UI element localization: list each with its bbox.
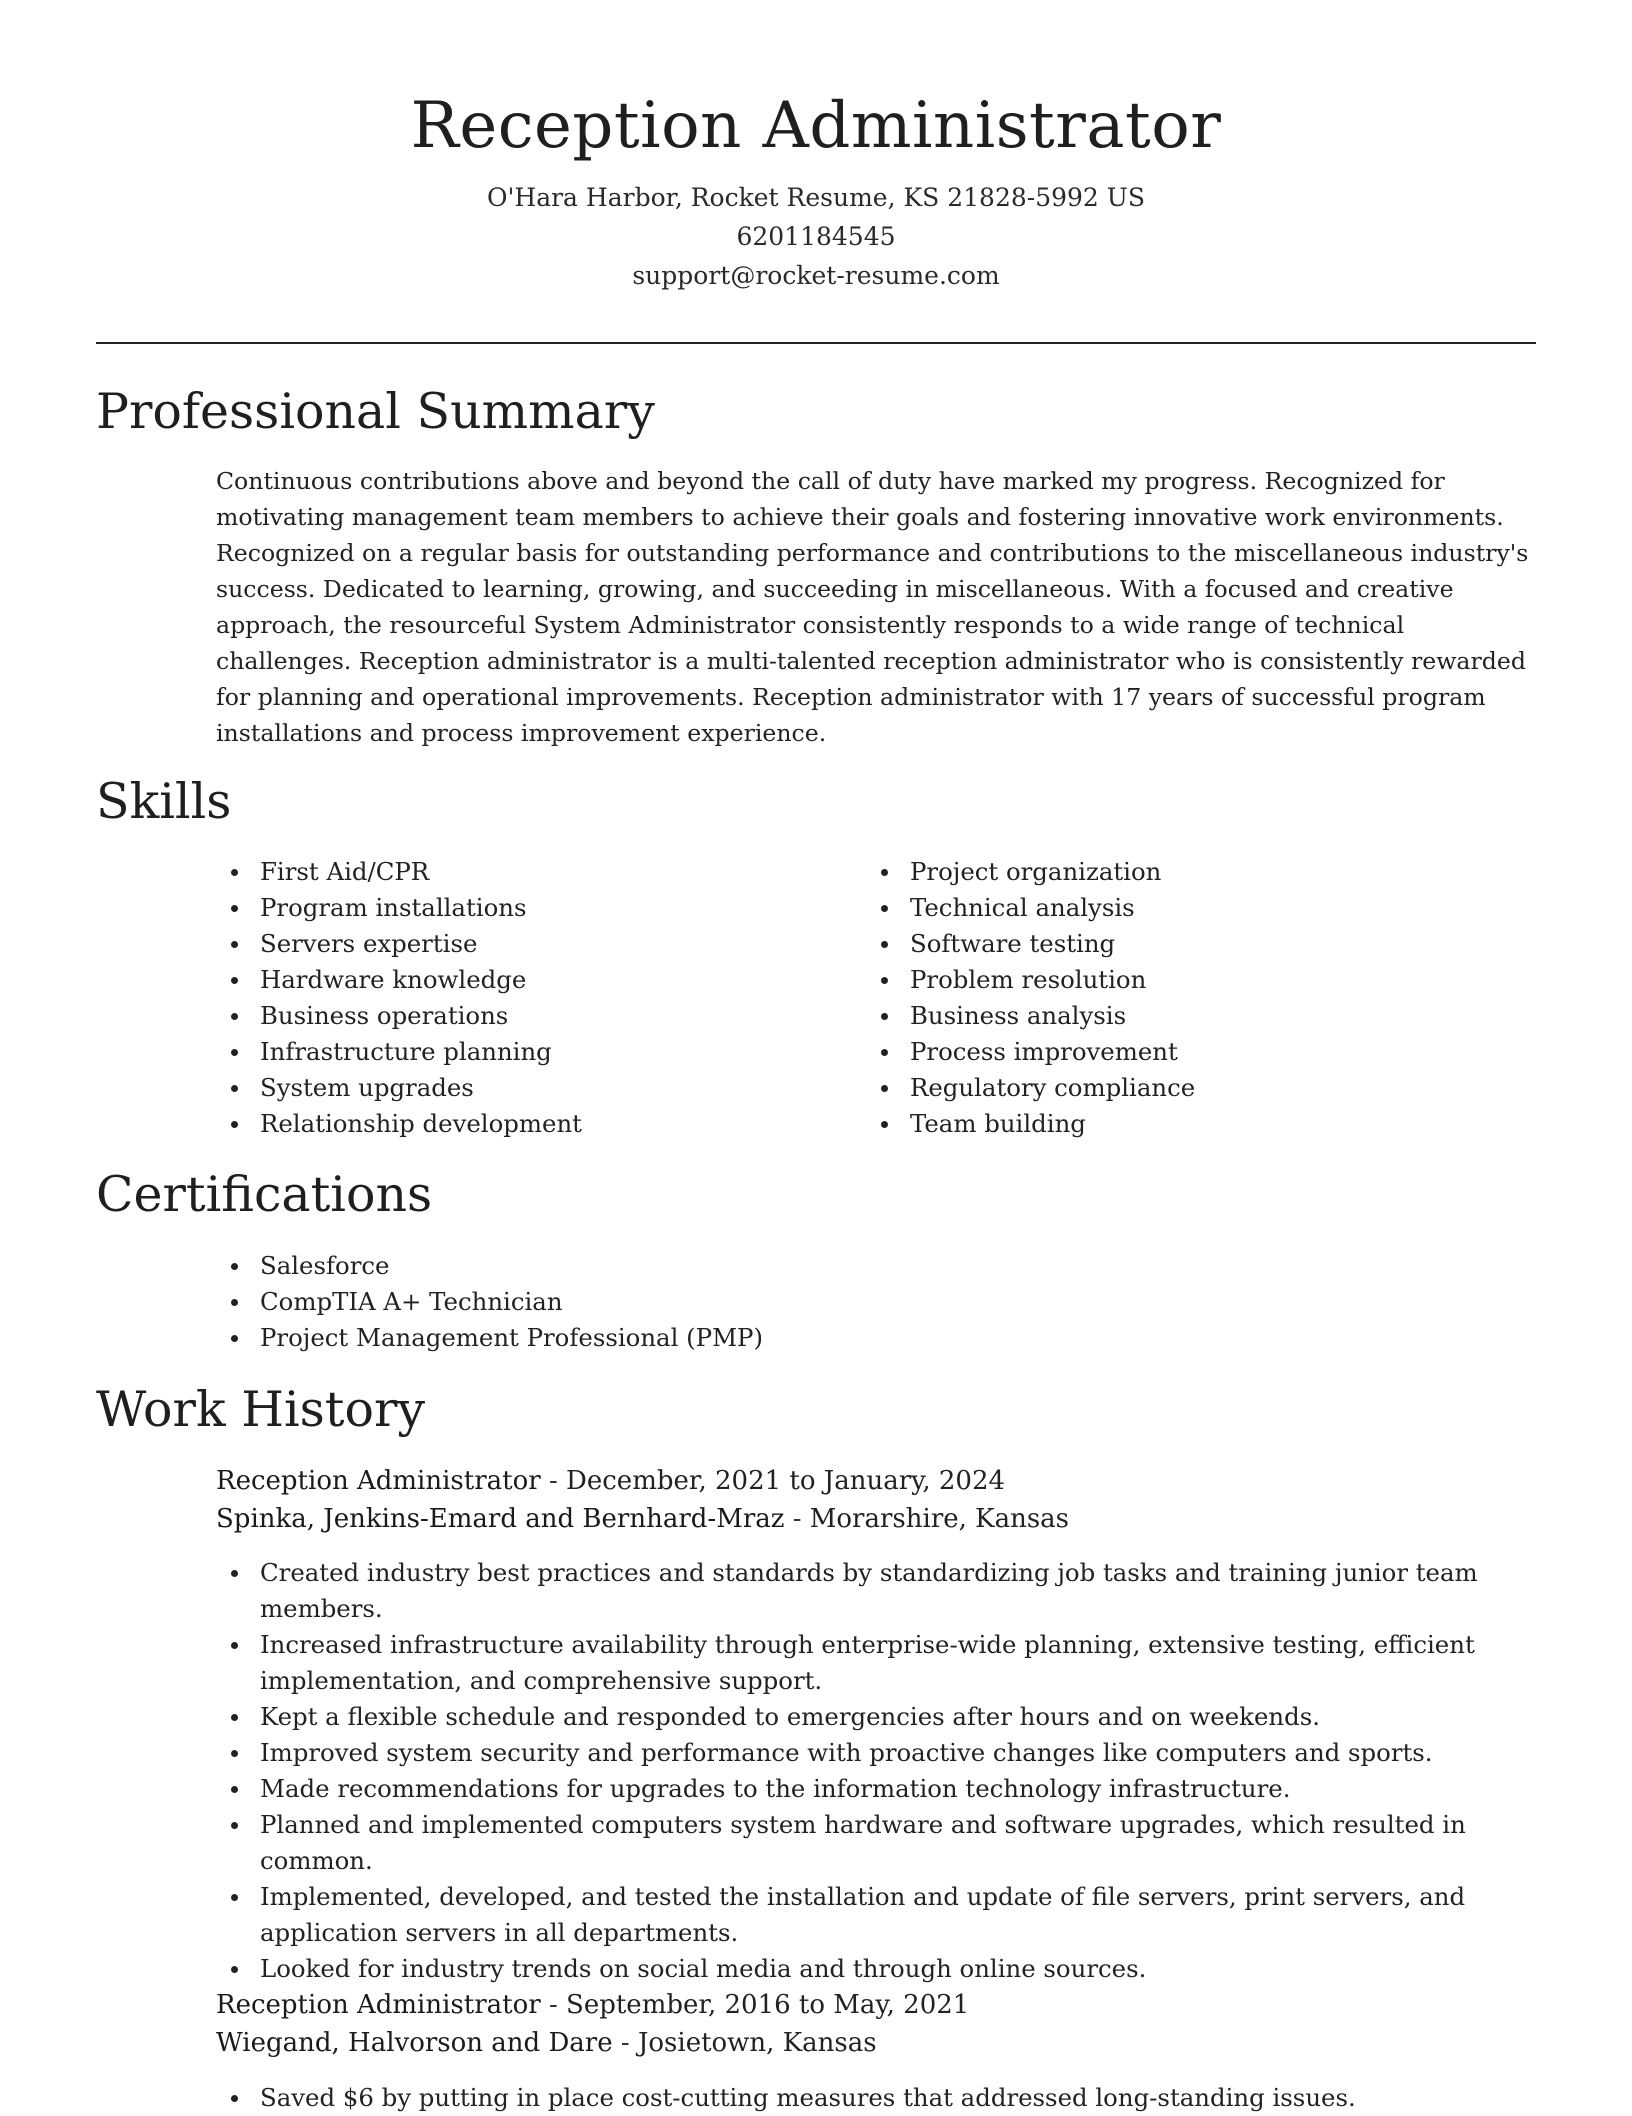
list-item: Improved system security and performance with proactive changes like computers and sports. (216, 1735, 1536, 1771)
list-item: First Aid/CPR (216, 854, 816, 890)
summary-text: Continuous contributions above and beyond the call of duty have marked my progress. Recognized for motivating management team members to achieve their goals and fostering innovative work environments. Recognized on a regular basis for outstanding performance and contributions to the miscellaneous industry's success. Dedicated to learning, growing, and succeeding in miscellaneous. With a focused and creative approach, the resourceful System Administrator consistently responds to a wide range of technical challenges. Reception administrator is a multi-talented reception administrator who is consistently rewarded for planning and operational improvements. Reception administrator with 17 years of successful program installations and process improvement experience. (216, 467, 1529, 747)
list-item: Kept a flexible schedule and responded to emergencies after hours and on weekends. (216, 1699, 1536, 1735)
list-item: Business operations (216, 998, 816, 1034)
job-location: Morarshire, Kansas (809, 1504, 1070, 1534)
candidate-name: Reception Administrator (410, 89, 1222, 163)
list-item: Increased infrastructure availability through enterprise-wide planning, extensive testing, efficient implementation, and comprehensive support. (216, 1627, 1536, 1699)
certifications-block (216, 1248, 1536, 1356)
certifications-list (216, 1248, 1536, 1356)
skills-right-column (866, 854, 1466, 1142)
job-separator: - (784, 1504, 810, 1534)
list-item: Infrastructure planning (216, 1034, 816, 1070)
contact-email: support@rocket-resume.com (632, 261, 1000, 290)
list-item: Implemented, developed, and tested the installation and update of file servers, print servers, and application servers in all departments. (216, 1879, 1536, 1951)
work-history-heading: Work History (96, 1381, 426, 1438)
skills-heading: Skills (96, 773, 232, 830)
job-heading-2 (216, 1986, 1536, 2062)
list-item: CompTIA A+ Technician (216, 1284, 1536, 1320)
list-item: System upgrades (216, 1070, 816, 1106)
contact-address: O'Hara Harbor, Rocket Resume, KS 21828-5992 US (487, 183, 1145, 212)
job-2-duties (216, 2080, 1536, 2116)
list-item: Process improvement (866, 1034, 1466, 1070)
list-item: Project Management Professional (PMP) (216, 1320, 1536, 1356)
job-company: Spinka, Jenkins-Emard and Bernhard-Mraz (216, 1504, 785, 1534)
header-divider (96, 342, 1536, 344)
job-location: Josietown, Kansas (637, 2028, 877, 2058)
job-separator: - (612, 2028, 638, 2058)
job-1-duties (216, 1555, 1536, 1987)
list-item: Software testing (866, 926, 1466, 962)
list-item: Salesforce (216, 1248, 1536, 1284)
list-item: Program installations (216, 890, 816, 926)
job-separator: - (540, 1466, 567, 1496)
list-item: Problem resolution (866, 962, 1466, 998)
list-item: Saved $6 by putting in place cost-cutting measures that addressed long-standing issues. (216, 2080, 1536, 2116)
skills-left-column (216, 854, 816, 1142)
list-item: Project organization (866, 854, 1466, 890)
summary-heading: Professional Summary (96, 383, 655, 440)
skills-list-left (216, 854, 816, 1142)
job-duties-list (216, 2080, 1536, 2116)
list-item: Hardware knowledge (216, 962, 816, 998)
job-dates: December, 2021 to January, 2024 (566, 1466, 1006, 1496)
list-item: Servers expertise (216, 926, 816, 962)
list-item: Made recommendations for upgrades to the information technology infrastructure. (216, 1771, 1536, 1807)
job-title-line (216, 1986, 1536, 2024)
list-item: Team building (866, 1106, 1466, 1142)
job-title: Reception Administrator (216, 1466, 541, 1496)
certifications-heading: Certifications (96, 1166, 433, 1223)
job-title-line (216, 1462, 1536, 1500)
job-company-line (216, 1500, 1536, 1538)
job-duties-list (216, 1555, 1536, 1987)
list-item: Relationship development (216, 1106, 816, 1142)
list-item: Business analysis (866, 998, 1466, 1034)
resume-header (96, 80, 1536, 295)
job-dates: September, 2016 to May, 2021 (566, 1990, 970, 2020)
skills-list-right (866, 854, 1466, 1142)
list-item: Technical analysis (866, 890, 1466, 926)
list-item: Planned and implemented computers system hardware and software upgrades, which resulted in common. (216, 1807, 1536, 1879)
list-item: Looked for industry trends on social media and through online sources. (216, 1951, 1536, 1987)
contact-phone: 6201184545 (736, 222, 896, 251)
job-heading-1 (216, 1462, 1536, 1538)
job-company: Wiegand, Halvorson and Dare (216, 2028, 613, 2058)
list-item: Regulatory compliance (866, 1070, 1466, 1106)
job-separator: - (540, 1990, 567, 2020)
job-title: Reception Administrator (216, 1990, 541, 2020)
job-company-line (216, 2024, 1536, 2062)
list-item: Created industry best practices and standards by standardizing job tasks and training junior team members. (216, 1555, 1536, 1627)
